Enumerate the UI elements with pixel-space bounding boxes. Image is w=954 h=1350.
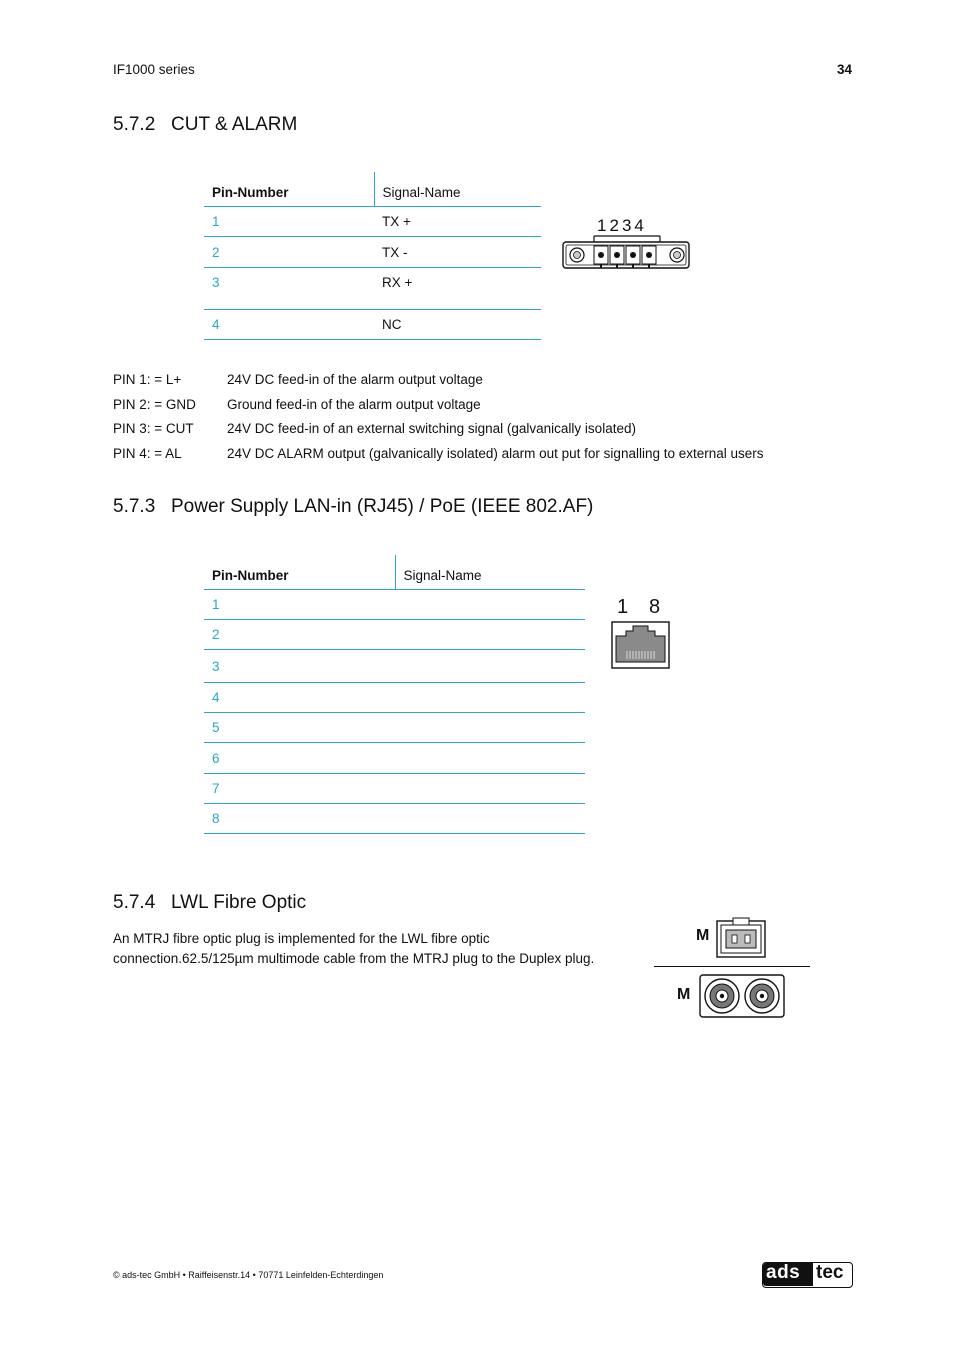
signal-name-cell (395, 743, 585, 774)
table-row (204, 804, 585, 834)
ads-tec-logo (762, 1262, 853, 1288)
table-row (204, 774, 585, 804)
footer-address: © ads-tec GmbH • Raiffeisenstr.14 • 70771 Leinfelden-Echterdingen (113, 1270, 384, 1280)
duplex-label: M (677, 986, 691, 1003)
signal-name-cell: TX + (374, 207, 541, 237)
section-title: CUT & ALARM (171, 114, 298, 135)
pin-number-cell: 7 (204, 774, 395, 804)
signal-name-cell (395, 774, 585, 804)
pin-number-cell: 8 (204, 804, 395, 834)
rj45-label-1: 1 (617, 596, 629, 618)
table-row (204, 207, 541, 237)
connector-label-3: 3 (621, 216, 635, 235)
table-row (204, 268, 541, 310)
connector-label-4: 4 (634, 216, 647, 235)
table-row (204, 683, 585, 713)
table-row (204, 310, 541, 340)
rj45-label-8: 8 (649, 596, 661, 618)
pin-number-cell: 1 (204, 590, 395, 620)
logo-text-tec: tec (816, 1262, 844, 1283)
pin-key: PIN 1: = L+ (113, 372, 182, 387)
list-item (113, 417, 764, 442)
rj45-port-icon (610, 620, 672, 670)
mtrj-label: M (696, 927, 710, 944)
connector-pin-labels (597, 216, 647, 236)
signal-name-cell (395, 683, 585, 713)
list-item (113, 368, 764, 393)
logo-text-ads: ads (766, 1262, 801, 1283)
table-header-row (204, 555, 585, 590)
section-number: 5.7.2 (113, 114, 156, 135)
fibre-optic-description: An MTRJ fibre optic plug is implemented for the LWL fibre optic connection.62.5/125µm multimode cable from the MTRJ plug to the Duplex plug. (113, 931, 595, 966)
pin-number-cell: 5 (204, 713, 395, 743)
list-item (113, 393, 764, 418)
column-header-pin-number: Pin-Number (204, 555, 395, 590)
column-header-signal-name: Signal-Name (395, 555, 585, 590)
pin-description-list (113, 368, 764, 466)
signal-name-cell: TX - (374, 237, 541, 268)
pin-key: PIN 3: = CUT (113, 421, 194, 436)
pin-key: PIN 4: = AL (113, 445, 182, 461)
pin-table-rj45 (204, 555, 585, 834)
connector-body-icon (562, 234, 692, 274)
pin-key: PIN 2: = GND (113, 396, 196, 412)
page-number: 34 (836, 62, 852, 77)
section-title: Power Supply LAN-in (RJ45) / PoE (IEEE 802.AF) (171, 496, 594, 517)
section-number: 5.7.3 (113, 496, 156, 517)
diagram-divider (654, 966, 810, 967)
pin-number-cell: 4 (204, 683, 395, 713)
rj45-connector-diagram (610, 596, 672, 670)
pin-description: Ground feed-in of the alarm output voltage (227, 396, 481, 412)
signal-name-cell (395, 713, 585, 743)
section-heading-574 (113, 892, 306, 914)
pin-number-cell: 4 (204, 310, 374, 340)
pin-description: 24V DC feed-in of an external switching signal (galvanically isolated) (227, 421, 636, 436)
pin-table-cut-alarm (204, 172, 541, 340)
table-row (204, 590, 585, 620)
pin-description: 24V DC feed-in of the alarm output voltage (227, 372, 483, 387)
mtrj-port-icon (716, 917, 768, 959)
signal-name-cell: RX + (374, 268, 541, 310)
table-row (204, 237, 541, 268)
section-heading-572 (113, 114, 297, 136)
table-row (204, 650, 585, 683)
signal-name-cell (395, 650, 585, 683)
column-header-signal-name: Signal-Name (374, 172, 541, 207)
table-header-row (204, 172, 541, 207)
four-pin-connector-diagram (562, 214, 692, 274)
column-header-pin-number: Pin-Number (204, 172, 374, 207)
section-number: 5.7.4 (113, 892, 156, 913)
section-heading-573 (113, 496, 593, 518)
section-title: LWL Fibre Optic (171, 892, 307, 913)
connector-label-1: 1 (597, 216, 610, 235)
signal-name-cell (395, 620, 585, 650)
pin-description: 24V DC ALARM output (galvanically isolated) alarm out put for signalling to external users (227, 445, 764, 461)
signal-name-cell (395, 590, 585, 620)
fibre-optic-connector-diagram (652, 915, 812, 1021)
connector-label-2: 2 (609, 216, 622, 235)
table-row (204, 743, 585, 774)
table-row (204, 713, 585, 743)
duplex-port-icon (698, 973, 786, 1019)
pin-number-cell: 1 (204, 207, 374, 237)
table-row (204, 620, 585, 650)
signal-name-cell (395, 804, 585, 834)
pin-number-cell: 2 (204, 237, 374, 268)
document-title: IF1000 series (113, 62, 195, 77)
pin-number-cell: 2 (204, 620, 395, 650)
pin-number-cell: 3 (204, 268, 374, 310)
pin-number-cell: 3 (204, 650, 395, 683)
pin-number-cell: 6 (204, 743, 395, 774)
list-item (113, 442, 764, 467)
signal-name-cell: NC (374, 310, 541, 340)
